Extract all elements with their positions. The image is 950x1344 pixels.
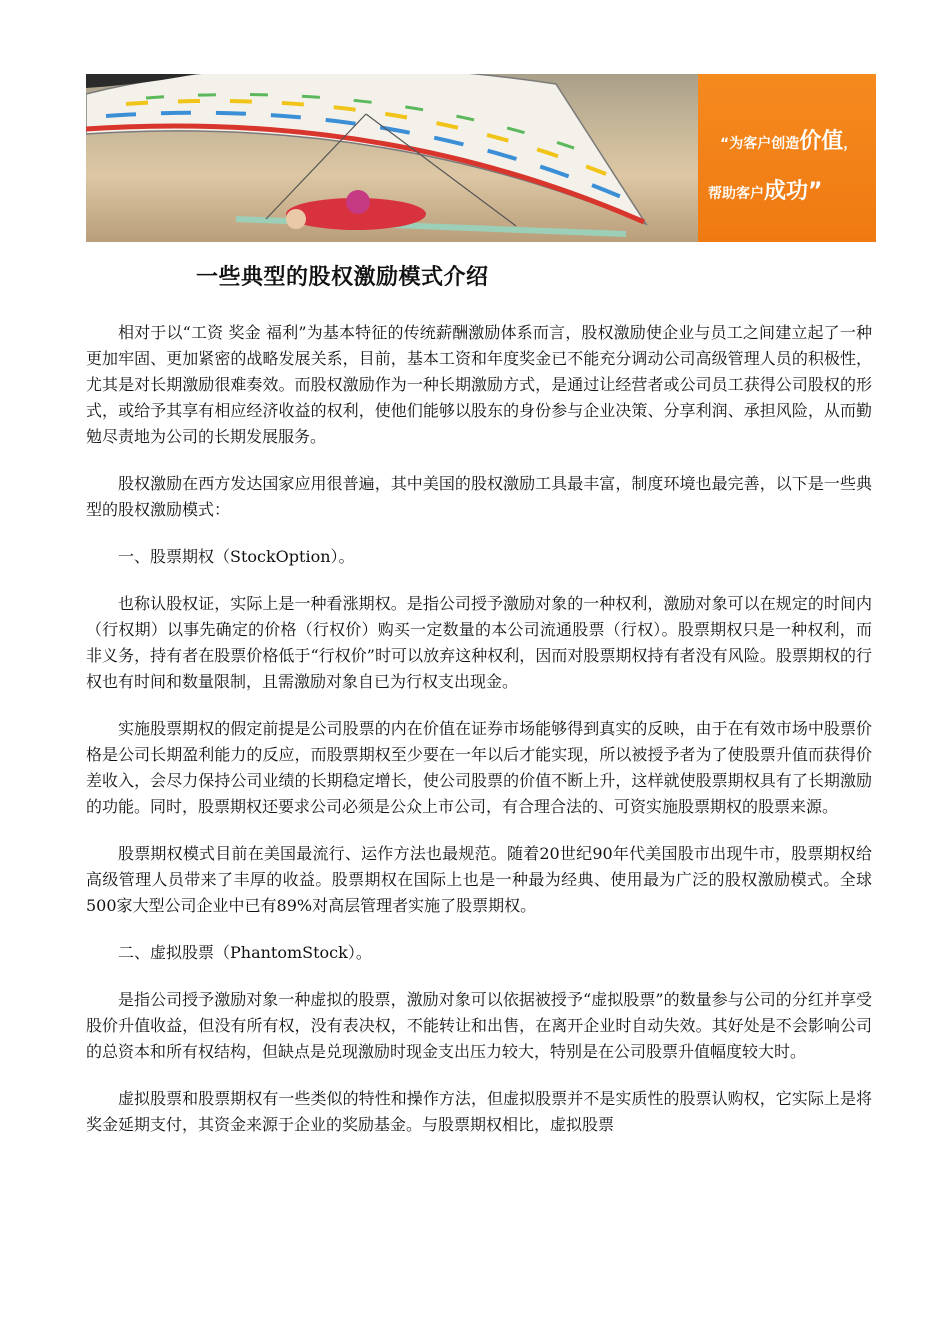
- paragraph: 实施股票期权的假定前提是公司股票的内在价值在证券市场能够得到真实的反映，由于在有效市场中股票价格是公司长期盈利能力的反应，而股票期权至少要在一年以后才能实现，所以被授予者为了使股票升值而获得价差收入，会尽力保持公司业绩的长期稳定增长，使公司股票的价值不断上升，这样就使股票期权具有了长期激励的功能。同时，股票期权还要求公司必须是公众上市公司，有合理合法的、可资实施股票期权的股票来源。: [86, 719, 872, 816]
- slogan-line-2: 帮助客户成功”: [708, 179, 823, 204]
- document-title: 一些典型的股权激励模式介绍: [196, 265, 489, 290]
- paragraph: 也称认股权证，实际上是一种看涨期权。是指公司授予激励对象的一种权利，激励对象可以在规定的时间内（行权期）以事先确定的价格（行权价）购买一定数量的本公司流通股票（行权）。股票期权只是一种权利，而非义务，持有者在股票价格低于“行权价”时可以放弃这种权利，因而对股票期权持有者没有风险。股票期权的行权也有时间和数量限制，且需激励对象自已为行权支出现金。: [86, 594, 872, 691]
- paragraph: 股票期权模式目前在美国最流行、运作方法也最规范。随着20世纪90年代美国股市出现牛市，股票期权给高级管理人员带来了丰厚的收益。股票期权在国际上也是一种最为经典、使用最为广泛的股权激励模式。全球500家大型公司企业中已有89%对高层管理者实施了股票期权。: [86, 844, 872, 915]
- paragraph: 虚拟股票和股票期权有一些类似的特性和操作方法，但虚拟股票并不是实质性的股票认购权，它实际上是将奖金延期支付，其资金来源于企业的奖励基金。与股票期权相比，虚拟股票: [86, 1089, 872, 1134]
- slogan-panel: [698, 74, 876, 242]
- paragraph: 股权激励在西方发达国家应用很普遍，其中美国的股权激励工具最丰富，制度环境也最完善，以下是一些典型的股权激励模式：: [86, 474, 872, 519]
- paragraph: 相对于以“工资 奖金 福利”为基本特征的传统薪酬激励体系而言，股权激励使企业与员工之间建立起了一种更加牢固、更加紧密的战略发展关系，目前，基本工资和年度奖金已不能充分调动公司高级管理人员的积极性，尤其是对长期激励很难奏效。而股权激励作为一种长期激励方式，是通过让经营者或公司员工获得公司股权的形式，或给予其享有相应经济收益的权利，使他们能够以股东的身份参与企业决策、分享利润、承担风险，从而勤勉尽责地为公司的长期发展服务。: [86, 323, 872, 446]
- hang-glider-photo: [86, 74, 698, 242]
- section-heading-phantom-stock: 二、虚拟股票（PhantomStock）。: [118, 943, 372, 962]
- document-body: [86, 320, 872, 1159]
- hang-glider-illustration: [86, 74, 698, 242]
- slogan-line-1: “为客户创造价值，: [720, 129, 858, 154]
- header-banner: [86, 74, 876, 242]
- paragraph: 是指公司授予激励对象一种虚拟的股票，激励对象可以依据被授予“虚拟股票”的数量参与公司的分红并享受股价升值收益，但没有所有权，没有表决权，不能转让和出售，在离开企业时自动失效。其好处是不会影响公司的总资本和所有权结构，但缺点是兑现激励时现金支出压力较大，特别是在公司股票升值幅度较大时。: [86, 990, 872, 1061]
- section-heading-stock-option: 一、股票期权（StockOption）。: [118, 547, 355, 566]
